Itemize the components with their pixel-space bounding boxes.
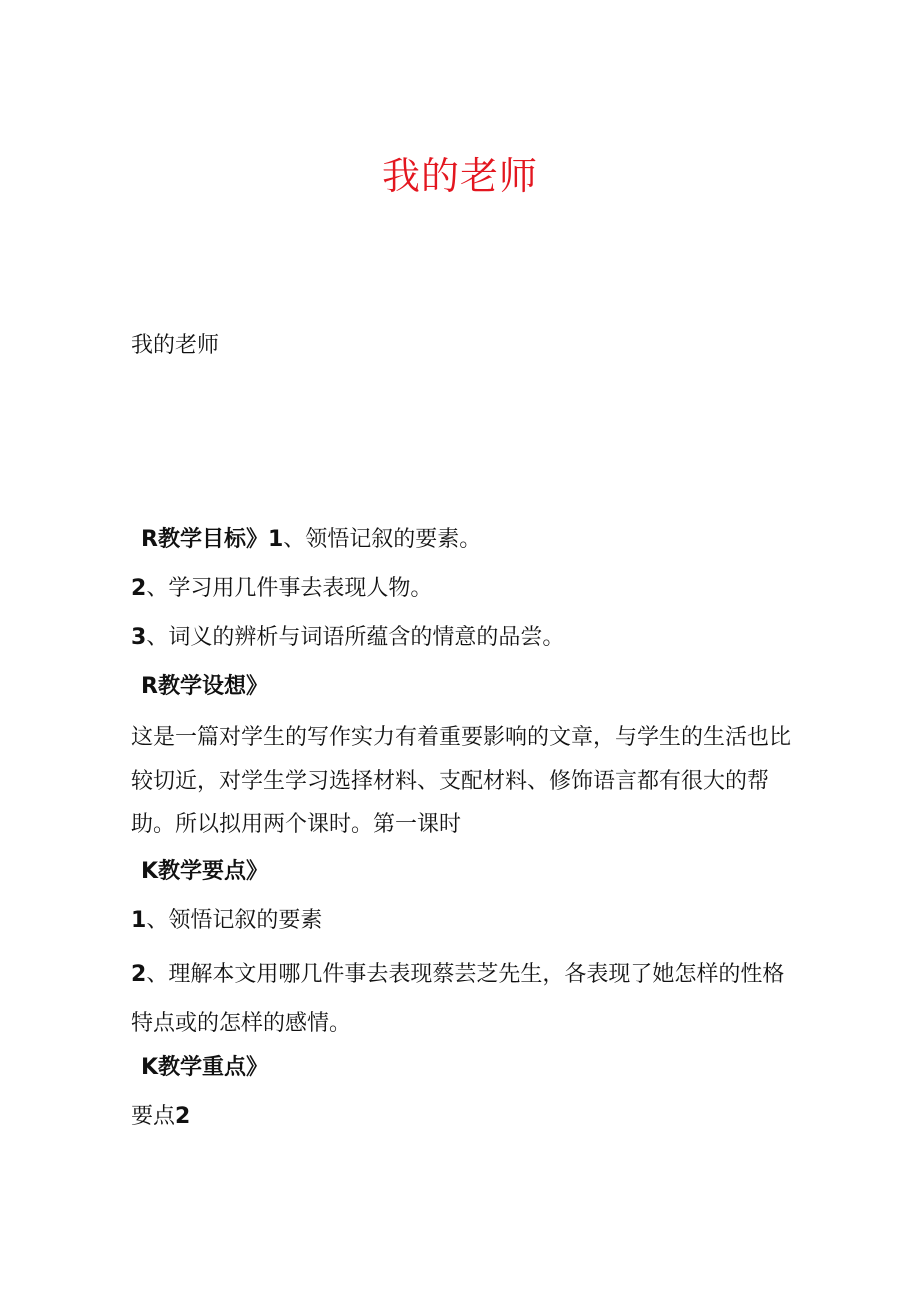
goal-1-text: 、领悟记叙的要素。 bbox=[283, 527, 482, 552]
document-subtitle: 我的老师 bbox=[131, 333, 220, 358]
teaching-focus-heading: K教学重点》 bbox=[141, 1055, 269, 1081]
document-body bbox=[131, 520, 791, 1146]
focus-number: 2 bbox=[175, 1104, 191, 1130]
teaching-idea-paragraph: 这是一篇对学生的写作实力有着重要影响的文章，与学生的生活也比较切近，对学生学习选择材料、支配材料、修饰语言都有很大的帮助。所以拟用两个课时。第一课时 bbox=[131, 725, 792, 838]
goal-2-text: 、学习用几件事去表现人物。 bbox=[146, 576, 433, 601]
teaching-points-heading: K教学要点》 bbox=[141, 859, 269, 885]
goal-2-line bbox=[131, 569, 791, 618]
goal-3-line bbox=[131, 618, 791, 667]
teaching-idea-heading-line bbox=[131, 667, 791, 716]
point-1-line bbox=[131, 901, 791, 950]
point-1-number: 1 bbox=[131, 908, 147, 934]
point-2-number: 2 bbox=[131, 962, 147, 988]
teaching-goals-heading: R教学目标》 bbox=[141, 527, 268, 552]
point-2-paragraph bbox=[131, 950, 791, 1048]
point-2-text: 、理解本文用哪几件事去表现蔡芸芝先生，各表现了她怎样的性格特点或的怎样的感情。 bbox=[131, 962, 785, 1037]
teaching-focus-heading-line bbox=[131, 1048, 791, 1097]
focus-line bbox=[131, 1097, 791, 1146]
goal-2-number: 2 bbox=[131, 576, 147, 601]
goal-1-number: 1 bbox=[267, 527, 284, 552]
teaching-goals-line bbox=[131, 520, 791, 569]
point-1-text: 、领悟记叙的要素 bbox=[146, 908, 323, 934]
goal-3-text: 、词义的辨析与词语所蕴含的情意的品尝。 bbox=[146, 625, 565, 650]
teaching-points-heading-line bbox=[131, 852, 791, 901]
document-title: 我的老师 bbox=[381, 154, 538, 198]
goal-3-number: 3 bbox=[131, 625, 147, 650]
focus-text: 要点 bbox=[131, 1104, 176, 1130]
teaching-idea-heading: R教学设想》 bbox=[141, 674, 268, 699]
